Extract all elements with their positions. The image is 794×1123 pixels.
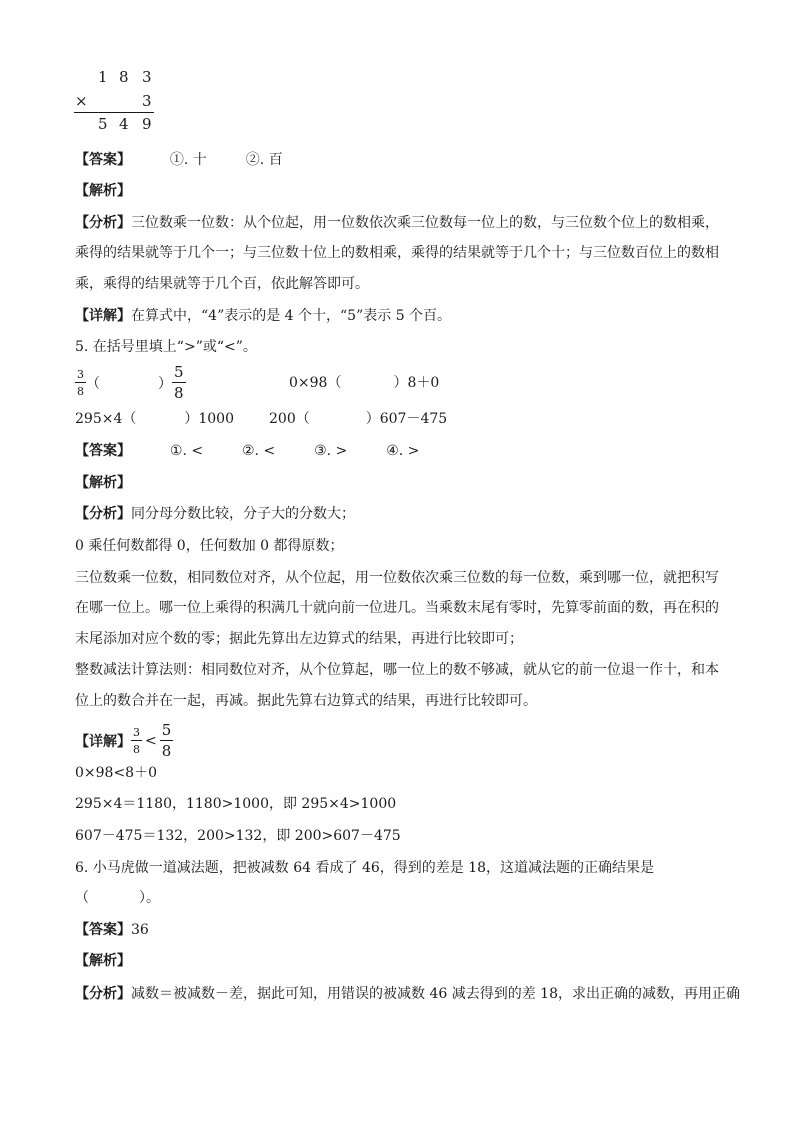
- q5-xiangjie-line2: 0×98<8＋0: [75, 765, 157, 781]
- answer-tag: 【答案】: [75, 443, 131, 459]
- fraction-three-eighths: [131, 727, 142, 755]
- answer-tag: 【答案】: [75, 152, 131, 168]
- q6-answer-line: [75, 920, 149, 940]
- q6-fenxi-line1: [75, 984, 740, 1004]
- q5-xiangjie-line1: [75, 720, 173, 762]
- q4-fenxi-line2: 乘得的结果就等于几个一；与三位数十位上的数相乘，乘得的结果就等于几个十；与三位数百位上的数相: [75, 245, 719, 261]
- result-digit-hundreds: 5: [98, 115, 108, 133]
- frac-denominator: 8: [77, 385, 84, 398]
- q5-analysis-tag: 【解析】: [75, 475, 131, 491]
- multiplier-digit: 3: [142, 92, 152, 110]
- top-digit-ones: 3: [142, 68, 152, 86]
- problem-right: ）607－475: [365, 411, 448, 427]
- q5-fenxi-line1: [75, 504, 355, 524]
- q4-answer-line: [75, 150, 283, 170]
- q5-xiangjie-line3: 295×4＝1180，1180>1000，即 295×4>1000: [75, 796, 397, 812]
- q5-answer-line: [75, 441, 419, 461]
- frac-numerator: 3: [77, 368, 84, 381]
- q5-answer-3: ③. >: [314, 443, 348, 459]
- q4-fenxi-text1: 三位数乘一位数：从个位起，用一位数依次乘三位数每一位上的数，与三位数个位上的数相乘，: [131, 215, 719, 231]
- q6-answer-value: 36: [131, 922, 149, 938]
- problem-right: ）8＋0: [393, 375, 440, 391]
- fenxi-tag: 【分析】: [75, 986, 131, 1002]
- problem-right: ）1000: [184, 411, 234, 427]
- fenxi-tag: 【分析】: [75, 215, 131, 231]
- frac-denominator: 8: [161, 742, 172, 760]
- q4-xiangjie-text: 在算式中，“4”表示的是 4 个十，“5”表示 5 个百。: [131, 308, 452, 324]
- q6-title-line1: 6. 小马虎做一道减法题，把被减数 64 看成了 46，得到的差是 18，这道减法题的正确结果是: [75, 860, 655, 876]
- problem-left: 0×98（: [289, 375, 342, 391]
- q5-fenxi-para4-line1: 整数减法计算法则：相同数位对齐，从个位算起，哪一位上的数不够减，就从它的前一位退一作十，和本: [75, 662, 719, 678]
- fraction-three-eighths: [75, 369, 86, 397]
- q5-fenxi-para3-line1: 三位数乘一位数，相同数位对齐，从个位起，用一位数依次乘三位数的每一位数，乘到哪一位，就把积写: [75, 570, 719, 586]
- less-than-sign: <: [145, 733, 157, 749]
- q4-answer-1: ①. 十: [169, 152, 207, 168]
- q5-fenxi-line2: 0 乘任何数都得 0，任何数加 0 都得原数；: [75, 538, 344, 554]
- q5-xiangjie-line4: 607－475＝132，200>132，即 200>607－475: [75, 828, 401, 844]
- q5-problem-1: [75, 362, 186, 404]
- frac-denominator: 8: [133, 743, 140, 756]
- q5-fenxi-para3-line2: 在哪一位上。哪一位上乘得的积满几十就向前一位进几。当乘数末尾有零时，先算零前面的数，再在积的: [75, 600, 719, 616]
- q6-analysis-tag: 【解析】: [75, 953, 131, 969]
- q5-problem-4: [269, 409, 447, 429]
- q4-analysis-tag: 【解析】: [75, 183, 131, 199]
- q5-answer-1: ①. <: [169, 443, 204, 459]
- fraction-five-eighths: [160, 723, 174, 759]
- fenxi-tag: 【分析】: [75, 506, 131, 522]
- q4-xiangjie-line: [75, 306, 451, 326]
- calc-line: [74, 112, 154, 113]
- q5-answer-2: ②. <: [242, 443, 276, 459]
- q5-fenxi-text1: 同分母分数比较，分子大的分数大；: [131, 506, 355, 522]
- q5-problem-3: [75, 409, 234, 429]
- q4-fenxi-line3: 乘，乘得的结果就等于几个百，依此解答即可。: [75, 276, 369, 292]
- paren-open: （: [75, 890, 89, 906]
- result-digit-tens: 4: [119, 115, 129, 133]
- paren-close: ）。: [139, 890, 160, 906]
- xiangjie-tag: 【详解】: [75, 308, 131, 324]
- frac-numerator: 5: [161, 721, 172, 739]
- frac-numerator: 3: [133, 726, 140, 739]
- q5-fenxi-para3-line3: 末尾添加对应个数的零；据此先算出左边算式的结果，再进行比较即可；: [75, 631, 523, 647]
- frac-numerator: 5: [174, 363, 184, 381]
- q4-fenxi-line1: [75, 213, 719, 233]
- fraction-five-eighths: [172, 365, 186, 401]
- q5-answer-4: ④. >: [386, 443, 420, 459]
- paren-close: ）: [158, 376, 172, 392]
- q5-title: 5. 在括号里填上“>”或“<”。: [75, 339, 257, 355]
- q4-answer-2: ②. 百: [245, 152, 283, 168]
- paren-open: （: [86, 376, 100, 392]
- times-sign: ×: [75, 92, 88, 110]
- problem-left: 200（: [269, 411, 310, 427]
- problem-left: 295×4（: [75, 411, 137, 427]
- result-digit-ones: 9: [142, 115, 152, 133]
- q6-fenxi-text1: 减数＝被减数－差，据此可知，用错误的被减数 46 减去得到的差 18，求出正确的减数，再用正确: [131, 986, 740, 1002]
- q5-problem-2: [289, 373, 439, 393]
- answer-tag: 【答案】: [75, 922, 131, 938]
- top-digit-tens: 8: [119, 68, 129, 86]
- xiangjie-tag: 【详解】: [75, 734, 131, 750]
- q6-title-line2: [75, 888, 160, 908]
- frac-denominator: 8: [174, 384, 184, 402]
- q5-fenxi-para4-line2: 位上的数合并在一起，再减。据此先算右边算式的结果，再进行比较即可。: [75, 693, 537, 709]
- top-digit-hundreds: 1: [98, 68, 108, 86]
